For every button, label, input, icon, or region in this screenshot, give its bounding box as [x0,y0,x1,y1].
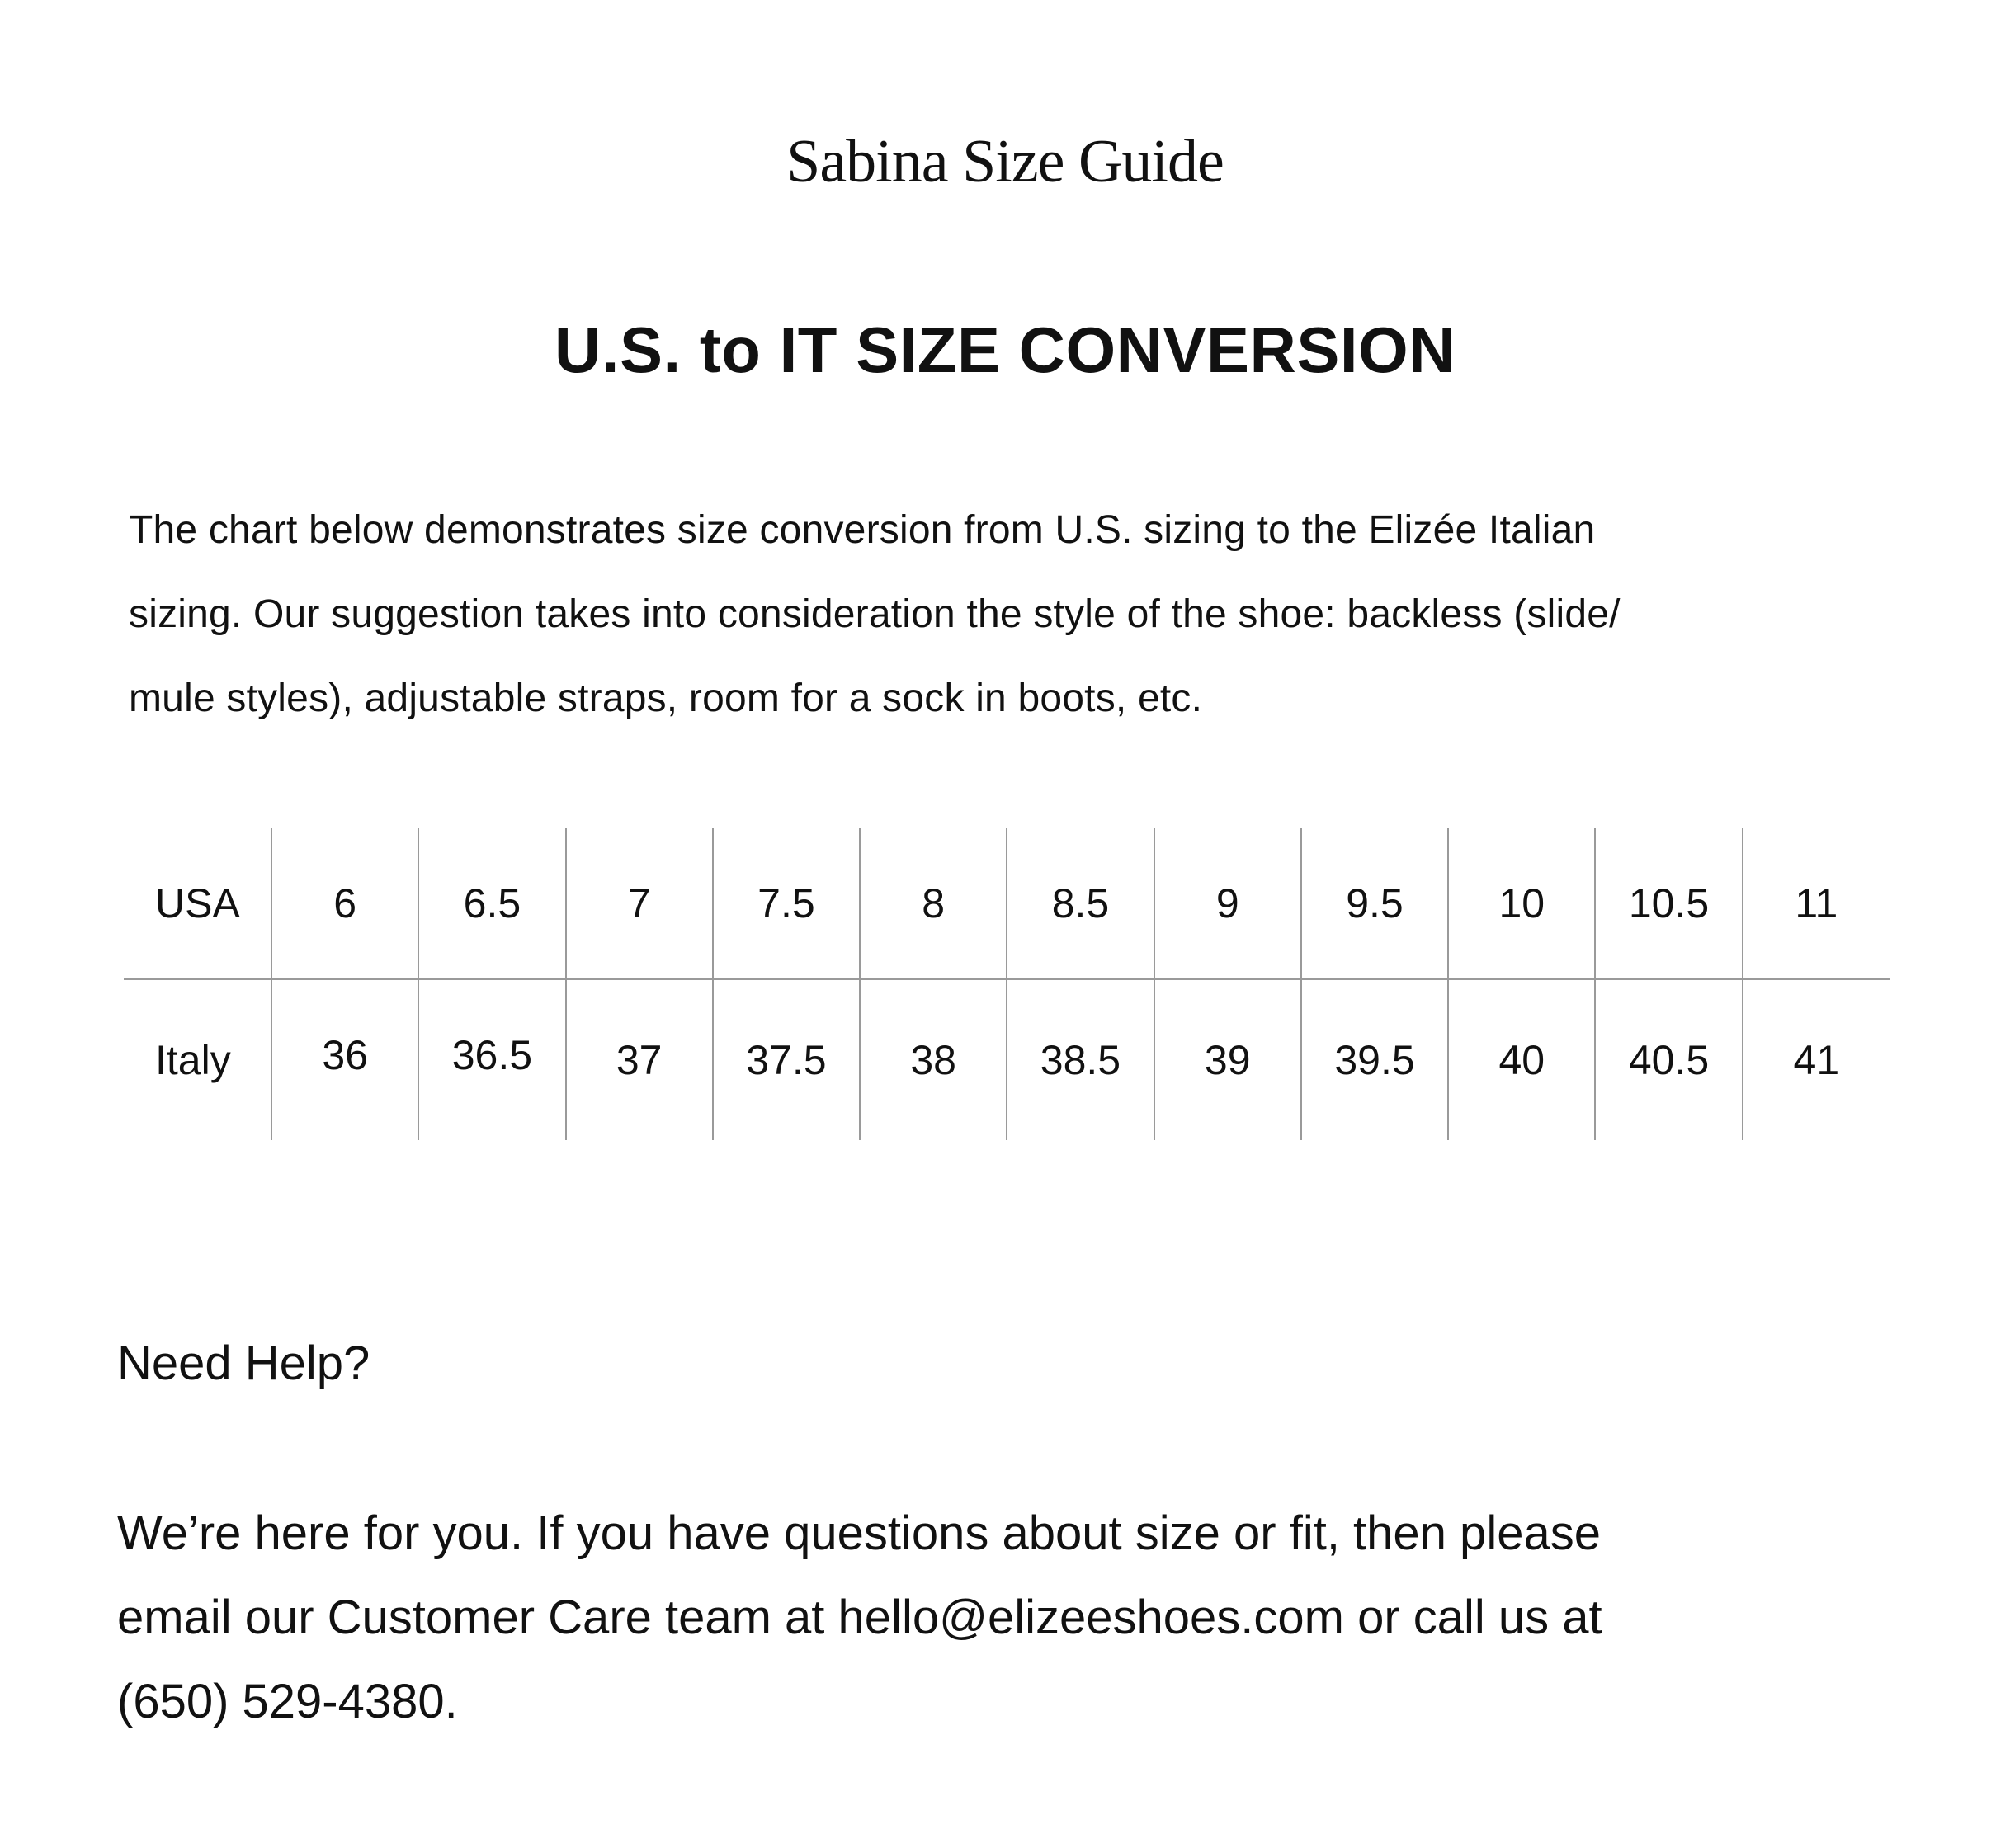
usa-size-cell: 9 [1154,828,1301,979]
italy-size-cell: 39.5 [1301,979,1448,1140]
italy-size-cell: 41 [1743,979,1890,1140]
row-label-usa: USA [124,828,271,979]
italy-size-cell: 40 [1448,979,1595,1140]
usa-size-cell: 8.5 [1007,828,1154,979]
size-conversion-table [124,828,1890,1140]
italy-size-cell: 36.5 [418,979,565,1140]
usa-size-cell: 10.5 [1595,828,1742,979]
usa-size-cell: 8 [860,828,1007,979]
row-label-italy: Italy [155,1037,231,1083]
italy-size-cell: 39 [1154,979,1301,1140]
usa-size-cell: 10 [1448,828,1595,979]
italy-size-cell: 40.5 [1595,979,1742,1140]
italy-size-cell: 38 [860,979,1007,1140]
help-title: Need Help? [117,1336,370,1390]
help-line: (650) 529-4380. [117,1675,458,1728]
intro-line: sizing. Our suggestion takes into consideration the style of the shoe: backless (slide/ [129,592,1621,636]
table-row-italy [124,979,1890,1140]
italy-size-cell: 36 [271,979,418,1140]
italy-size-cell: 37 [566,979,713,1140]
usa-size-cell: 6.5 [418,828,565,979]
help-line: We’re here for you. If you have questions about size or fit, then please [117,1506,1601,1560]
usa-size-cell: 6 [271,828,418,979]
italy-size-cell: 38.5 [1007,979,1154,1140]
usa-size-cell: 7.5 [713,828,860,979]
italy-size-cell: 37.5 [713,979,860,1140]
intro-line: The chart below demonstrates size conversion from U.S. sizing to the Elizée Italian [129,508,1596,552]
help-line: email our Customer Care team at hello@elizeeshoes.com or call us at [117,1591,1602,1644]
brand-title: Sabina Size Guide [786,128,1224,196]
intro-line: mule styles), adjustable straps, room for a sock in boots, etc. [129,676,1203,720]
help-paragraph [117,1492,1932,1744]
usa-size-cell: 7 [566,828,713,979]
table-row-usa [124,828,1890,979]
usa-size-cell: 9.5 [1301,828,1448,979]
usa-size-cell: 11 [1743,828,1890,979]
page-heading: U.S. to IT SIZE CONVERSION [554,314,1456,386]
intro-paragraph [129,488,1927,741]
